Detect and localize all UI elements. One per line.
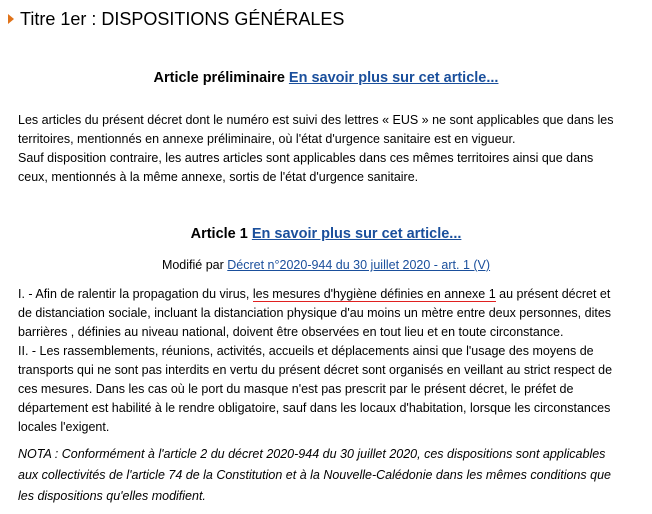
line1-before: I. - Afin de ralentir la propagation du virus, [18, 287, 253, 301]
article-preliminaire-link[interactable]: En savoir plus sur cet article... [288, 70, 499, 86]
highlighted-phrase: les mesures d'hygiène définies en annexe 1 [252, 287, 496, 301]
article-1-title: Article 1 [190, 226, 248, 242]
paragraph-line: Sauf disposition contraire, les autres articles sont applicables dans ces mêmes territoires ainsi que dans [18, 151, 594, 165]
article-preliminaire-text [18, 111, 648, 187]
paragraph-line: département est habilité à le rendre obligatoire, sauf dans les locaux d'habitation, lorsque les circonstances [18, 401, 611, 415]
modifie-par-line [0, 258, 652, 272]
paragraph-line: territoires, mentionnés en annexe préliminaire, où l'état d'urgence sanitaire est en vigueur. [18, 132, 516, 146]
article-preliminaire-heading [0, 70, 652, 86]
paragraph-line: ceux, mentionnés à la même annexe, sortis de l'état d'urgence sanitaire. [18, 170, 419, 184]
paragraph-line: ces mesures. Dans les cas où le port du masque n'est pas prescrit par le présent décret, le préfet de [18, 382, 574, 396]
article-1-heading [0, 226, 652, 242]
paragraph-line: barrières , définies au niveau national, doivent être observées en tout lieu et en toute circonstance. [18, 325, 564, 339]
paragraph-line [18, 285, 648, 304]
nota-text [18, 444, 648, 507]
paragraph-line: de distanciation sociale, incluant la distanciation physique d'au moins un mètre entre deux personnes, dites [18, 306, 612, 320]
article-1-text [18, 285, 648, 437]
arrow-right-icon [8, 14, 14, 24]
nota-line: NOTA : Conformément à l'article 2 du décret 2020-944 du 30 juillet 2020, ces dispositions sont applicables [18, 447, 606, 461]
paragraph-line: transports qui ne sont pas interdits en vertu du présent décret sont organisés en veillant au strict respect de [18, 363, 613, 377]
nota-line: aux collectivités de l'article 74 de la Constitution et à la Nouvelle-Calédonie dans les mêmes conditions que [18, 468, 611, 482]
paragraph-line: II. - Les rassemblements, réunions, activités, accueils et déplacements ainsi que l'usage des moyens de [18, 344, 594, 358]
decret-link[interactable]: Décret n°2020-944 du 30 juillet 2020 - art. 1 (V) [227, 258, 491, 272]
article-1-link[interactable]: En savoir plus sur cet article... [251, 226, 462, 242]
article-preliminaire-title: Article préliminaire [153, 70, 285, 86]
paragraph-line: locales l'exigent. [18, 420, 110, 434]
titre-label: Titre 1er : DISPOSITIONS GÉNÉRALES [20, 8, 345, 29]
line1-after: au présent décret et [495, 287, 611, 301]
paragraph-line: Les articles du présent décret dont le numéro est suivi des lettres « EUS » ne sont applicables que dans les [18, 113, 614, 127]
titre-heading [6, 6, 344, 32]
nota-line: les dispositions qu'elles modifient. [18, 489, 206, 503]
modifie-prefix: Modifié par [161, 258, 224, 272]
